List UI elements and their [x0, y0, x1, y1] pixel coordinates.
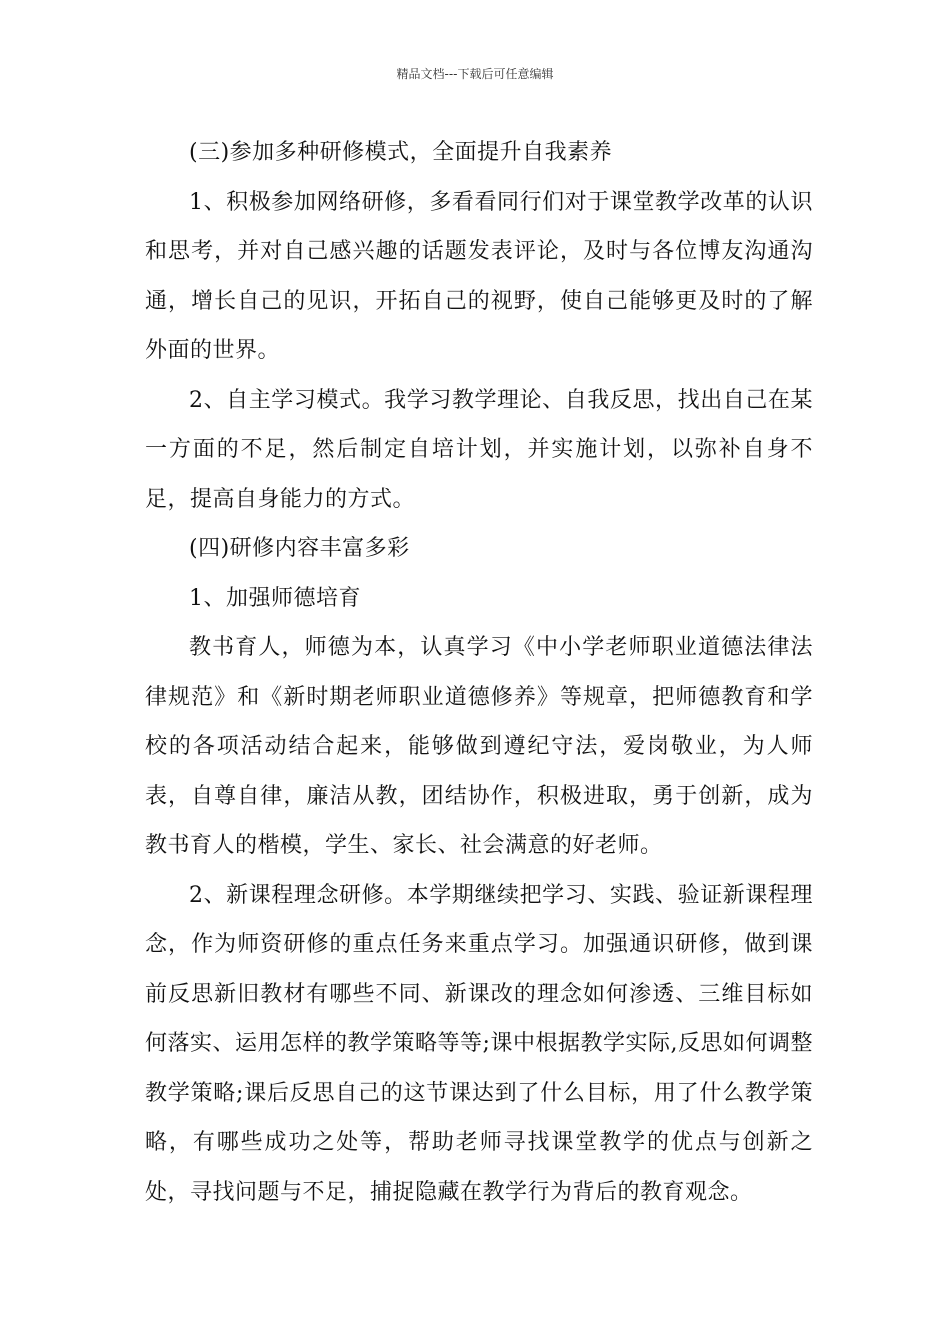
- paragraph-ethics: 教书育人，师德为本，认真学习《中小学老师职业道德法律法律规范》和《新时期老师职业道德修养》等规章，把师德教育和学校的各项活动结合起来，能够做到遵纪守法，爱岗敬业，为人师表，自尊自律，廉洁从教，团结协作，积极进取，勇于创新，成为教书育人的楷模，学生、家长、社会满意的好老师。: [145, 635, 813, 858]
- document-body: [145, 128, 813, 1217]
- section-heading-4: (四)研修内容丰富多彩: [189, 536, 410, 561]
- subheading-ethics: 1、加强师德培育: [189, 585, 361, 611]
- paragraph-self-study: 2、自主学习模式。我学习教学理论、自我反思，找出自己在某一方面的不足，然后制定自培计划，并实施计划，以弥补自身不足，提高自身能力的方式。: [145, 387, 813, 512]
- section-heading-3: (三)参加多种研修模式，全面提升自我素养: [189, 140, 613, 165]
- page-header: 精品文档---下载后可任意编辑: [396, 67, 554, 81]
- paragraph-network-study: 1、积极参加网络研修，多看看同行们对于课堂教学改革的认识和思考，并对自己感兴趣的话题发表评论，及时与各位博友沟通沟通，增长自己的见识，开拓自己的视野，使自己能够更及时的了解外面的世界。: [145, 189, 813, 363]
- paragraph-new-curriculum: 2、新课程理念研修。本学期继续把学习、实践、验证新课程理念，作为师资研修的重点任务来重点学习。加强通识研修，做到课前反思新旧教材有哪些不同、新课改的理念如何渗透、三维目标如何落实、运用怎样的教学策略等等;课中根据教学实际,反思如何调整教学策略;课后反思自己的这节课达到了什么目标，用了什么教学策略，有哪些成功之处等，帮助老师寻找课堂教学的优点与创新之处，寻找问题与不足，捕捉隐藏在教学行为背后的教育观念。: [145, 882, 813, 1205]
